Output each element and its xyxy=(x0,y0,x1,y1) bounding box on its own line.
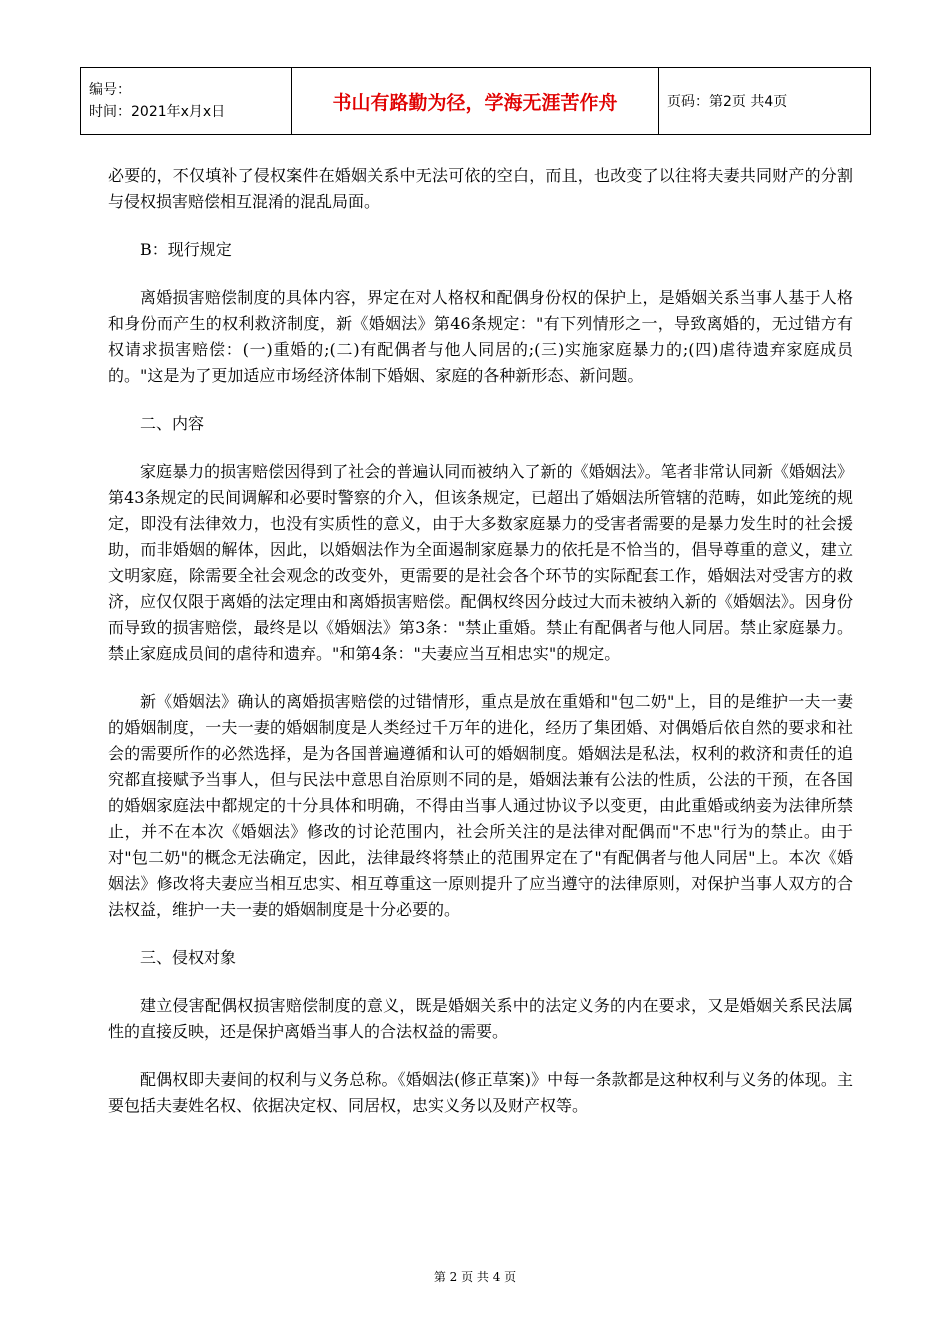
document-body xyxy=(108,163,853,1141)
paragraph: 建立侵害配偶权损害赔偿制度的意义，既是婚姻关系中的法定义务的内在要求，又是婚姻关系民法属性的直接反映，还是保护离婚当事人的合法权益的需要。 xyxy=(108,996,853,1041)
document-time-label: 时间：2021年x月x日 xyxy=(89,104,226,120)
header-page-number: 页码：第2页 共4页 xyxy=(659,68,871,135)
paragraph: 离婚损害赔偿制度的具体内容，界定在对人格权和配偶身份权的保护上，是婚姻关系当事人基于人格和身份而产生的权利救济制度，新《婚姻法》第46条规定："有下列情形之一，导致离婚的，无过错方有权请求损害赔偿：(一)重婚的;(二)有配偶者与他人同居的;(三)实施家庭暴力的;(四)虐待遗弃家庭成员的。"这是为了更加适应市场经济体制下婚姻、家庭的各种新形态、新问题。 xyxy=(108,288,853,385)
page-footer: 第 2 页 共 4 页 xyxy=(433,1270,517,1284)
header-info-cell xyxy=(81,68,292,135)
section-heading: 三、侵权对象 xyxy=(140,948,237,967)
section-heading: B：现行规定 xyxy=(140,240,232,259)
header-motto: 书山有路勤为径，学海无涯苦作舟 xyxy=(292,68,659,135)
paragraph: 必要的，不仅填补了侵权案件在婚姻关系中无法可依的空白，而且，也改变了以往将夫妻共同财产的分割与侵权损害赔偿相互混淆的混乱局面。 xyxy=(108,166,853,211)
paragraph: 家庭暴力的损害赔偿因得到了社会的普遍认同而被纳入了新的《婚姻法》。笔者非常认同新《婚姻法》第43条规定的民间调解和必要时警察的介入，但该条规定，已超出了婚姻法所管辖的范畴，如此笼统的规定，即没有法律效力，也没有实质性的意义，由于大多数家庭暴力的受害者需要的是暴力发生时的社会援助，而非婚姻的解体，因此，以婚姻法作为全面遏制家庭暴力的依托是不恰当的，倡导尊重的意义，建立文明家庭，除需要全社会观念的改变外，更需要的是社会各个环节的实际配套工作，婚姻法对受害方的救济，应仅仅限于离婚的法定理由和离婚损害赔偿。配偶权终因分歧过大而未被纳入新的《婚姻法》。因身份而导致的损害赔偿，最终是以《婚姻法》第3条："禁止重婚。禁止有配偶者与他人同居。禁止家庭暴力。禁止家庭成员间的虐待和遗弃。"和第4条："夫妻应当互相忠实"的规定。 xyxy=(108,462,853,663)
paragraph: 配偶权即夫妻间的权利与义务总称。《婚姻法(修正草案)》中每一条款都是这种权利与义务的体现。主要包括夫妻姓名权、依据决定权、同居权，忠实义务以及财产权等。 xyxy=(108,1070,853,1115)
section-heading: 二、内容 xyxy=(140,414,205,433)
document-number-label: 编号： xyxy=(89,82,131,98)
page-header xyxy=(80,67,871,135)
paragraph: 新《婚姻法》确认的离婚损害赔偿的过错情形，重点是放在重婚和"包二奶"上，目的是维护一夫一妻的婚姻制度，一夫一妻的婚姻制度是人类经过千万年的进化，经历了集团婚、对偶婚后依自然的要求和社会的需要所作的必然选择，是为各国普遍遵循和认可的婚姻制度。婚姻法是私法，权利的救济和责任的追究都直接赋予当事人，但与民法中意思自治原则不同的是，婚姻法兼有公法的性质，公法的干预，在各国的婚姻家庭法中都规定的十分具体和明确，不得由当事人通过协议予以变更，由此重婚或纳妾为法律所禁止，并不在本次《婚姻法》修改的讨论范围内，社会所关注的是法律对配偶而"不忠"行为的禁止。由于对"包二奶"的概念无法确定，因此，法律最终将禁止的范围界定在了"有配偶者与他人同居"上。本次《婚姻法》修改将夫妻应当相互忠实、相互尊重这一原则提升了应当遵守的法律原则，对保护当事人双方的合法权益，维护一夫一妻的婚姻制度是十分必要的。 xyxy=(108,692,853,919)
